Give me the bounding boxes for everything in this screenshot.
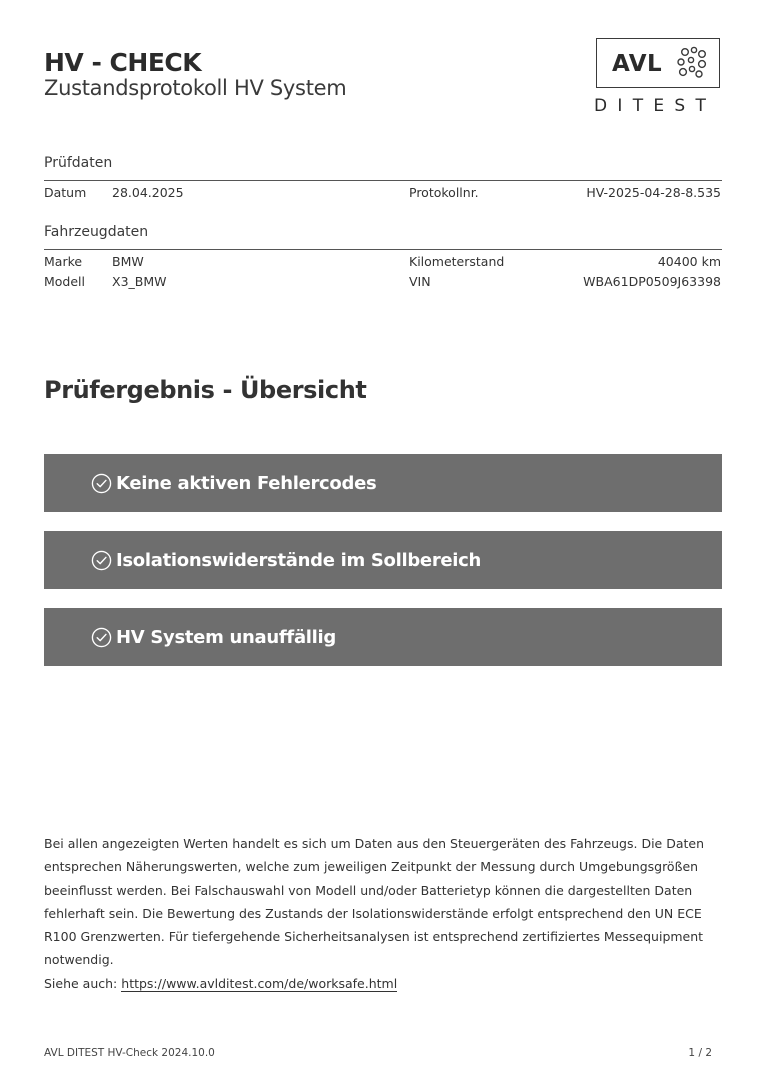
result-banner-text: HV System unauffällig (116, 626, 337, 648)
divider (44, 249, 722, 250)
check-circle-icon (91, 627, 112, 648)
result-banner-text: Keine aktiven Fehlercodes (116, 472, 377, 494)
check-circle-icon (91, 473, 112, 494)
section-heading-pruefdaten: Prüfdaten (44, 155, 113, 171)
marke-label: Marke (44, 254, 83, 269)
result-banner-text: Isolationswiderstände im Sollbereich (116, 549, 482, 571)
vin-label: VIN (409, 274, 431, 289)
marke-value: BMW (112, 254, 144, 269)
worksafe-link[interactable]: https://www.avlditest.com/de/worksafe.html (121, 975, 398, 991)
see-also-line (44, 972, 724, 995)
divider (44, 180, 722, 181)
result-banner (44, 454, 722, 512)
protokollnr-value: HV-2025-04-28-8.535 (586, 185, 721, 200)
modell-label: Modell (44, 274, 86, 289)
logo-brand: AVL (612, 51, 663, 77)
protokollnr-label: Protokollnr. (409, 185, 479, 200)
disclaimer-text: Bei allen angezeigten Werten handelt es sich um Daten aus den Steuergeräten des Fahrzeugs. Die Daten entsprechen Näherungswerten, welche zum jeweiligen Zeitpunkt der Messung durch Umgebungsgrößen beeinflusst werden. Bei Falschauswahl von Modell und/oder Batterietyp können die dargestellten Daten fehlerhaft sein. Die Bewertung des Zustands der Isolationswiderstände erfolgt entsprechend den UN ECE R100 Grenzwerten. Für tiefergehende Sicherheitsanalysen ist entsprechend zertifiziertes Messequipment notwendig. (44, 836, 705, 968)
kilometerstand-label: Kilometerstand (409, 254, 505, 269)
modell-value: X3_BMW (112, 274, 167, 289)
disclaimer-note (44, 832, 724, 995)
datum-label: Datum (44, 185, 87, 200)
document-title: HV - CHECK (44, 48, 202, 77)
section-heading-fahrzeugdaten: Fahrzeugdaten (44, 224, 149, 240)
vin-value: WBA61DP0509J63398 (583, 274, 721, 289)
footer-version: AVL DITEST HV-Check 2024.10.0 (44, 1047, 215, 1059)
document-subtitle: Zustandsprotokoll HV System (44, 76, 347, 100)
kilometerstand-value: 40400 km (657, 254, 721, 269)
datum-value: 28.04.2025 (112, 185, 184, 200)
result-heading: Prüfergebnis - Übersicht (44, 376, 367, 404)
check-circle-icon (91, 550, 112, 571)
see-also-label: Siehe auch: (44, 975, 118, 991)
logo-subtitle: DITEST (594, 96, 717, 116)
logo-molecule-icon (672, 44, 712, 82)
result-banner (44, 608, 722, 666)
result-banner (44, 531, 722, 589)
page-number: 1 / 2 (688, 1047, 712, 1059)
